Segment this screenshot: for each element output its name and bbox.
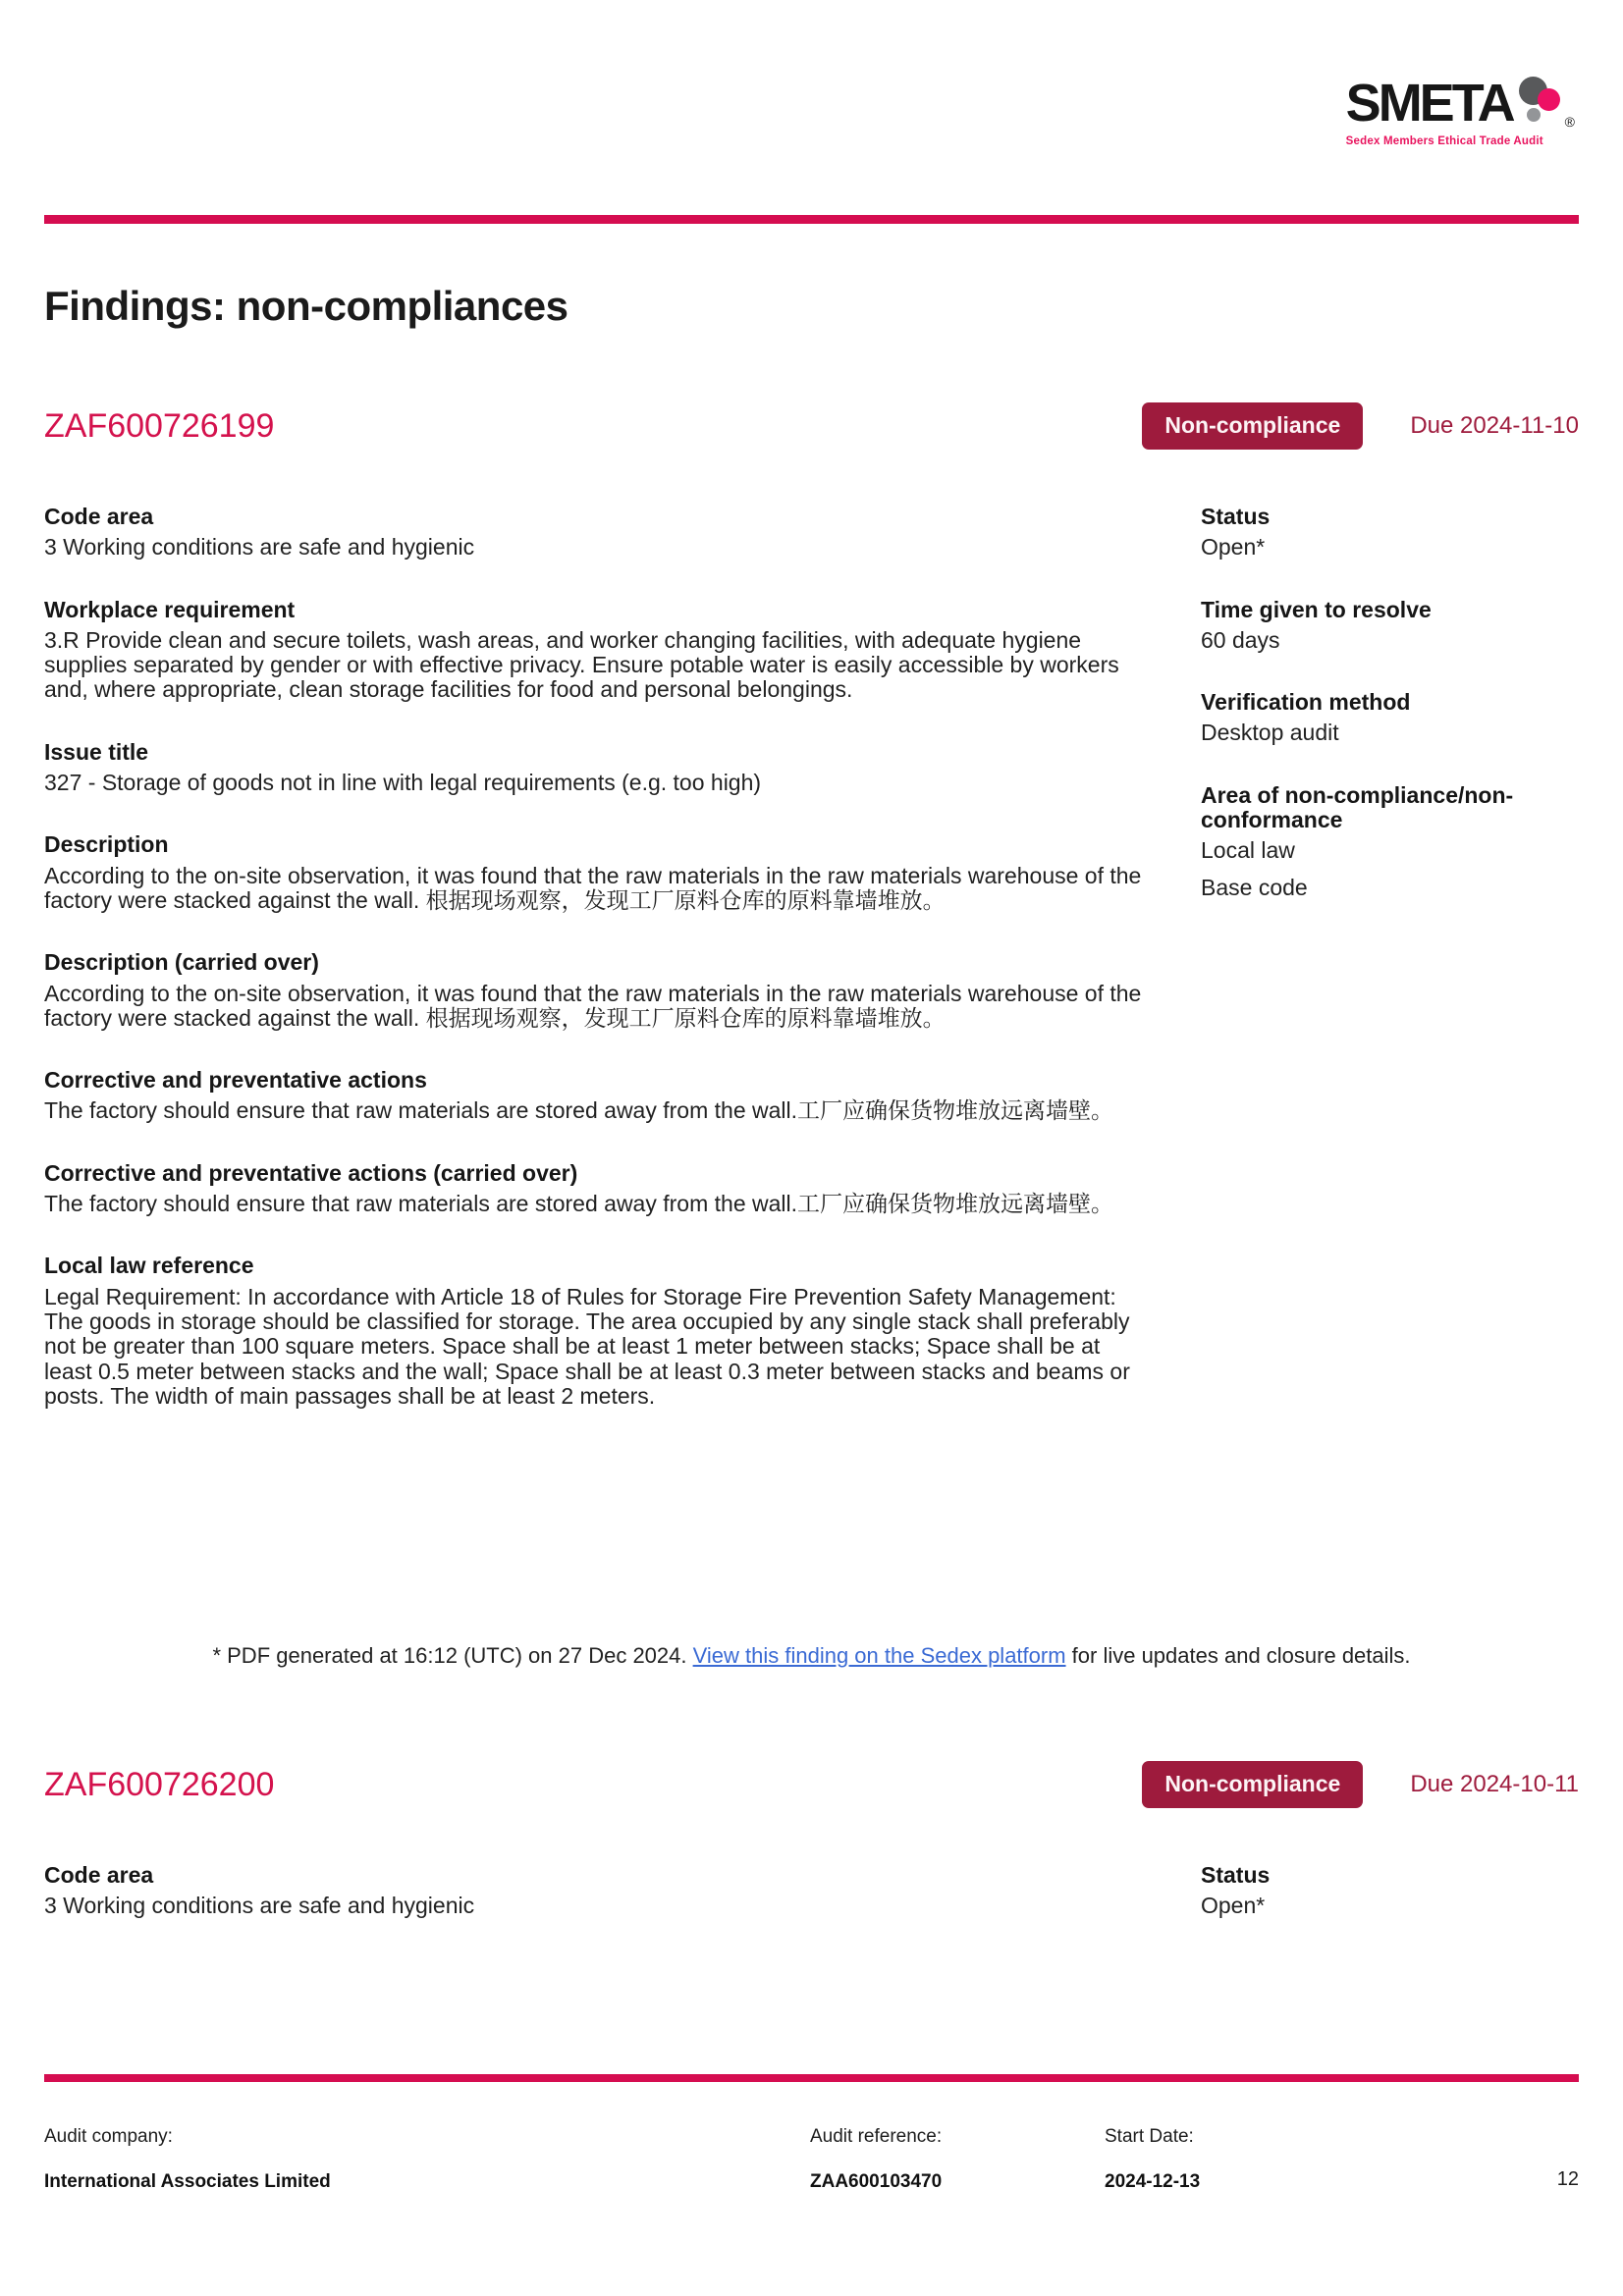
field-value: Base code [1201, 874, 1308, 900]
non-compliance-badge: Non-compliance [1142, 1761, 1363, 1808]
field-label: Verification method [1201, 689, 1411, 716]
field-corrective-actions [44, 1068, 1152, 1124]
field-value: 327 - Storage of goods not in line with legal requirements (e.g. too high) [44, 770, 762, 796]
footer-label: Start Date: [1105, 2126, 1194, 2147]
field-code-area [44, 505, 1152, 561]
page-number: 12 [1556, 2168, 1579, 2190]
logo-dot-pink [1538, 88, 1560, 111]
field-code-area [44, 1863, 1152, 1919]
field-status [1201, 1863, 1579, 1919]
non-compliance-badge: Non-compliance [1142, 402, 1363, 450]
field-description [44, 832, 1152, 913]
sedex-platform-link[interactable]: View this finding on the Sedex platform [692, 1643, 1066, 1668]
field-label: Corrective and preventative actions (carried over) [44, 1159, 578, 1186]
field-label: Description [44, 831, 169, 858]
footer-label: Audit reference: [810, 2126, 943, 2147]
field-label: Time given to resolve [1201, 596, 1432, 622]
header-divider [44, 215, 1579, 224]
field-local-law-reference [44, 1254, 1152, 1409]
field-value: Local law [1201, 837, 1295, 864]
smeta-logo [1345, 74, 1575, 147]
field-label: Status [1201, 504, 1271, 529]
field-verification-method [1201, 690, 1579, 746]
footer-audit-company [44, 2126, 331, 2193]
field-value: According to the on-site observation, it was found that the raw materials in the raw materials warehouse of the factory were stacked against the wall. 根据现场观察，发现工厂原料仓库的原料靠墙堆放。 [44, 862, 1142, 913]
field-corrective-actions-carried-over [44, 1161, 1152, 1217]
finding-section-2 [44, 1759, 1579, 1956]
note-prefix: * PDF generated at 16:12 (UTC) on 27 Dec 2024. [212, 1643, 693, 1668]
footer-divider [44, 2074, 1579, 2082]
finding-details-left-column [44, 505, 1152, 1446]
field-issue-title [44, 740, 1152, 796]
field-value: Legal Requirement: In accordance with Article 18 of Rules for Storage Fire Prevention Safety Management: The goods in storage should be classified for storage. The area occupied by any single stack shall preferably not be greater than 100 square meters. Space shall be at least 1 meter between stacks; Space shall be at least 0.5 meter between stacks and the wall; Space shall be at least 0.3 meter between stacks and beams or posts. The width of main passages shall be at least 2 meters. [44, 1283, 1130, 1409]
footer-value: 2024-12-13 [1105, 2171, 1201, 2192]
field-value: The factory should ensure that raw materials are stored away from the wall.工厂应确保货物堆放远离墙壁。 [44, 1191, 1114, 1217]
field-label: Workplace requirement [44, 596, 296, 622]
finding-section-1 [44, 400, 1579, 1446]
page-footer [44, 2126, 1579, 2224]
field-label: Status [1201, 1862, 1271, 1888]
field-time-given-to-resolve [1201, 598, 1579, 654]
field-value: According to the on-site observation, it was found that the raw materials in the raw materials warehouse of the factory were stacked against the wall. 根据现场观察，发现工厂原料仓库的原料靠墙堆放。 [44, 980, 1142, 1031]
field-label: Issue title [44, 738, 149, 765]
footer-audit-reference [810, 2126, 942, 2193]
smeta-logo-dots-icon [1517, 77, 1564, 130]
logo-dot-gray-small [1527, 108, 1541, 122]
field-label: Code area [44, 1862, 154, 1888]
finding-header [44, 400, 1579, 452]
pdf-generated-note [44, 1643, 1579, 1669]
footer-start-date [1105, 2126, 1200, 2193]
field-label: Description (carried over) [44, 949, 319, 976]
due-date: Due 2024-11-10 [1410, 412, 1579, 439]
finding-id: ZAF600726199 [44, 406, 275, 445]
field-value: 3.R Provide clean and secure toilets, wash areas, and worker changing facilities, with adequate hygiene supplies separated by gender or with effective privacy. Ensure potable water is easily accessible by workers and, where appropriate, clean storage facilities for food and personal belongings. [44, 626, 1119, 703]
field-value: Open* [1201, 1893, 1266, 1919]
footer-value: International Associates Limited [44, 2171, 331, 2192]
field-label: Corrective and preventative actions [44, 1067, 427, 1094]
smeta-tagline: Sedex Members Ethical Trade Audit [1345, 135, 1543, 147]
field-value: 60 days [1201, 626, 1280, 653]
field-value: Desktop audit [1201, 720, 1339, 746]
footer-label: Audit company: [44, 2126, 173, 2147]
due-date: Due 2024-10-11 [1410, 1771, 1579, 1797]
page-title: Findings: non-compliances [44, 283, 568, 329]
field-label: Local law reference [44, 1253, 254, 1279]
field-description-carried-over [44, 950, 1152, 1031]
field-value: Open* [1201, 534, 1266, 561]
field-status [1201, 505, 1579, 561]
field-label: Code area [44, 504, 154, 529]
note-suffix: for live updates and closure details. [1065, 1643, 1411, 1668]
field-value: 3 Working conditions are safe and hygienic [44, 534, 475, 561]
finding-id: ZAF600726200 [44, 1765, 275, 1803]
finding-header [44, 1759, 1579, 1810]
field-workplace-requirement [44, 598, 1152, 703]
finding-details-right-column [1201, 505, 1579, 1446]
field-label: Area of non-compliance/non-conformance [1201, 781, 1514, 833]
smeta-wordmark: SMETA [1345, 74, 1513, 133]
field-value: 3 Working conditions are safe and hygienic [44, 1893, 475, 1919]
registered-trademark-symbol: ® [1564, 114, 1575, 130]
finding-details-left-column [44, 1863, 1152, 1956]
finding-details-right-column [1201, 1863, 1579, 1956]
field-value: The factory should ensure that raw materials are stored away from the wall.工厂应确保货物堆放远离墙壁。 [44, 1097, 1114, 1124]
field-area-of-non-compliance [1201, 783, 1579, 900]
footer-value: ZAA600103470 [810, 2171, 943, 2192]
